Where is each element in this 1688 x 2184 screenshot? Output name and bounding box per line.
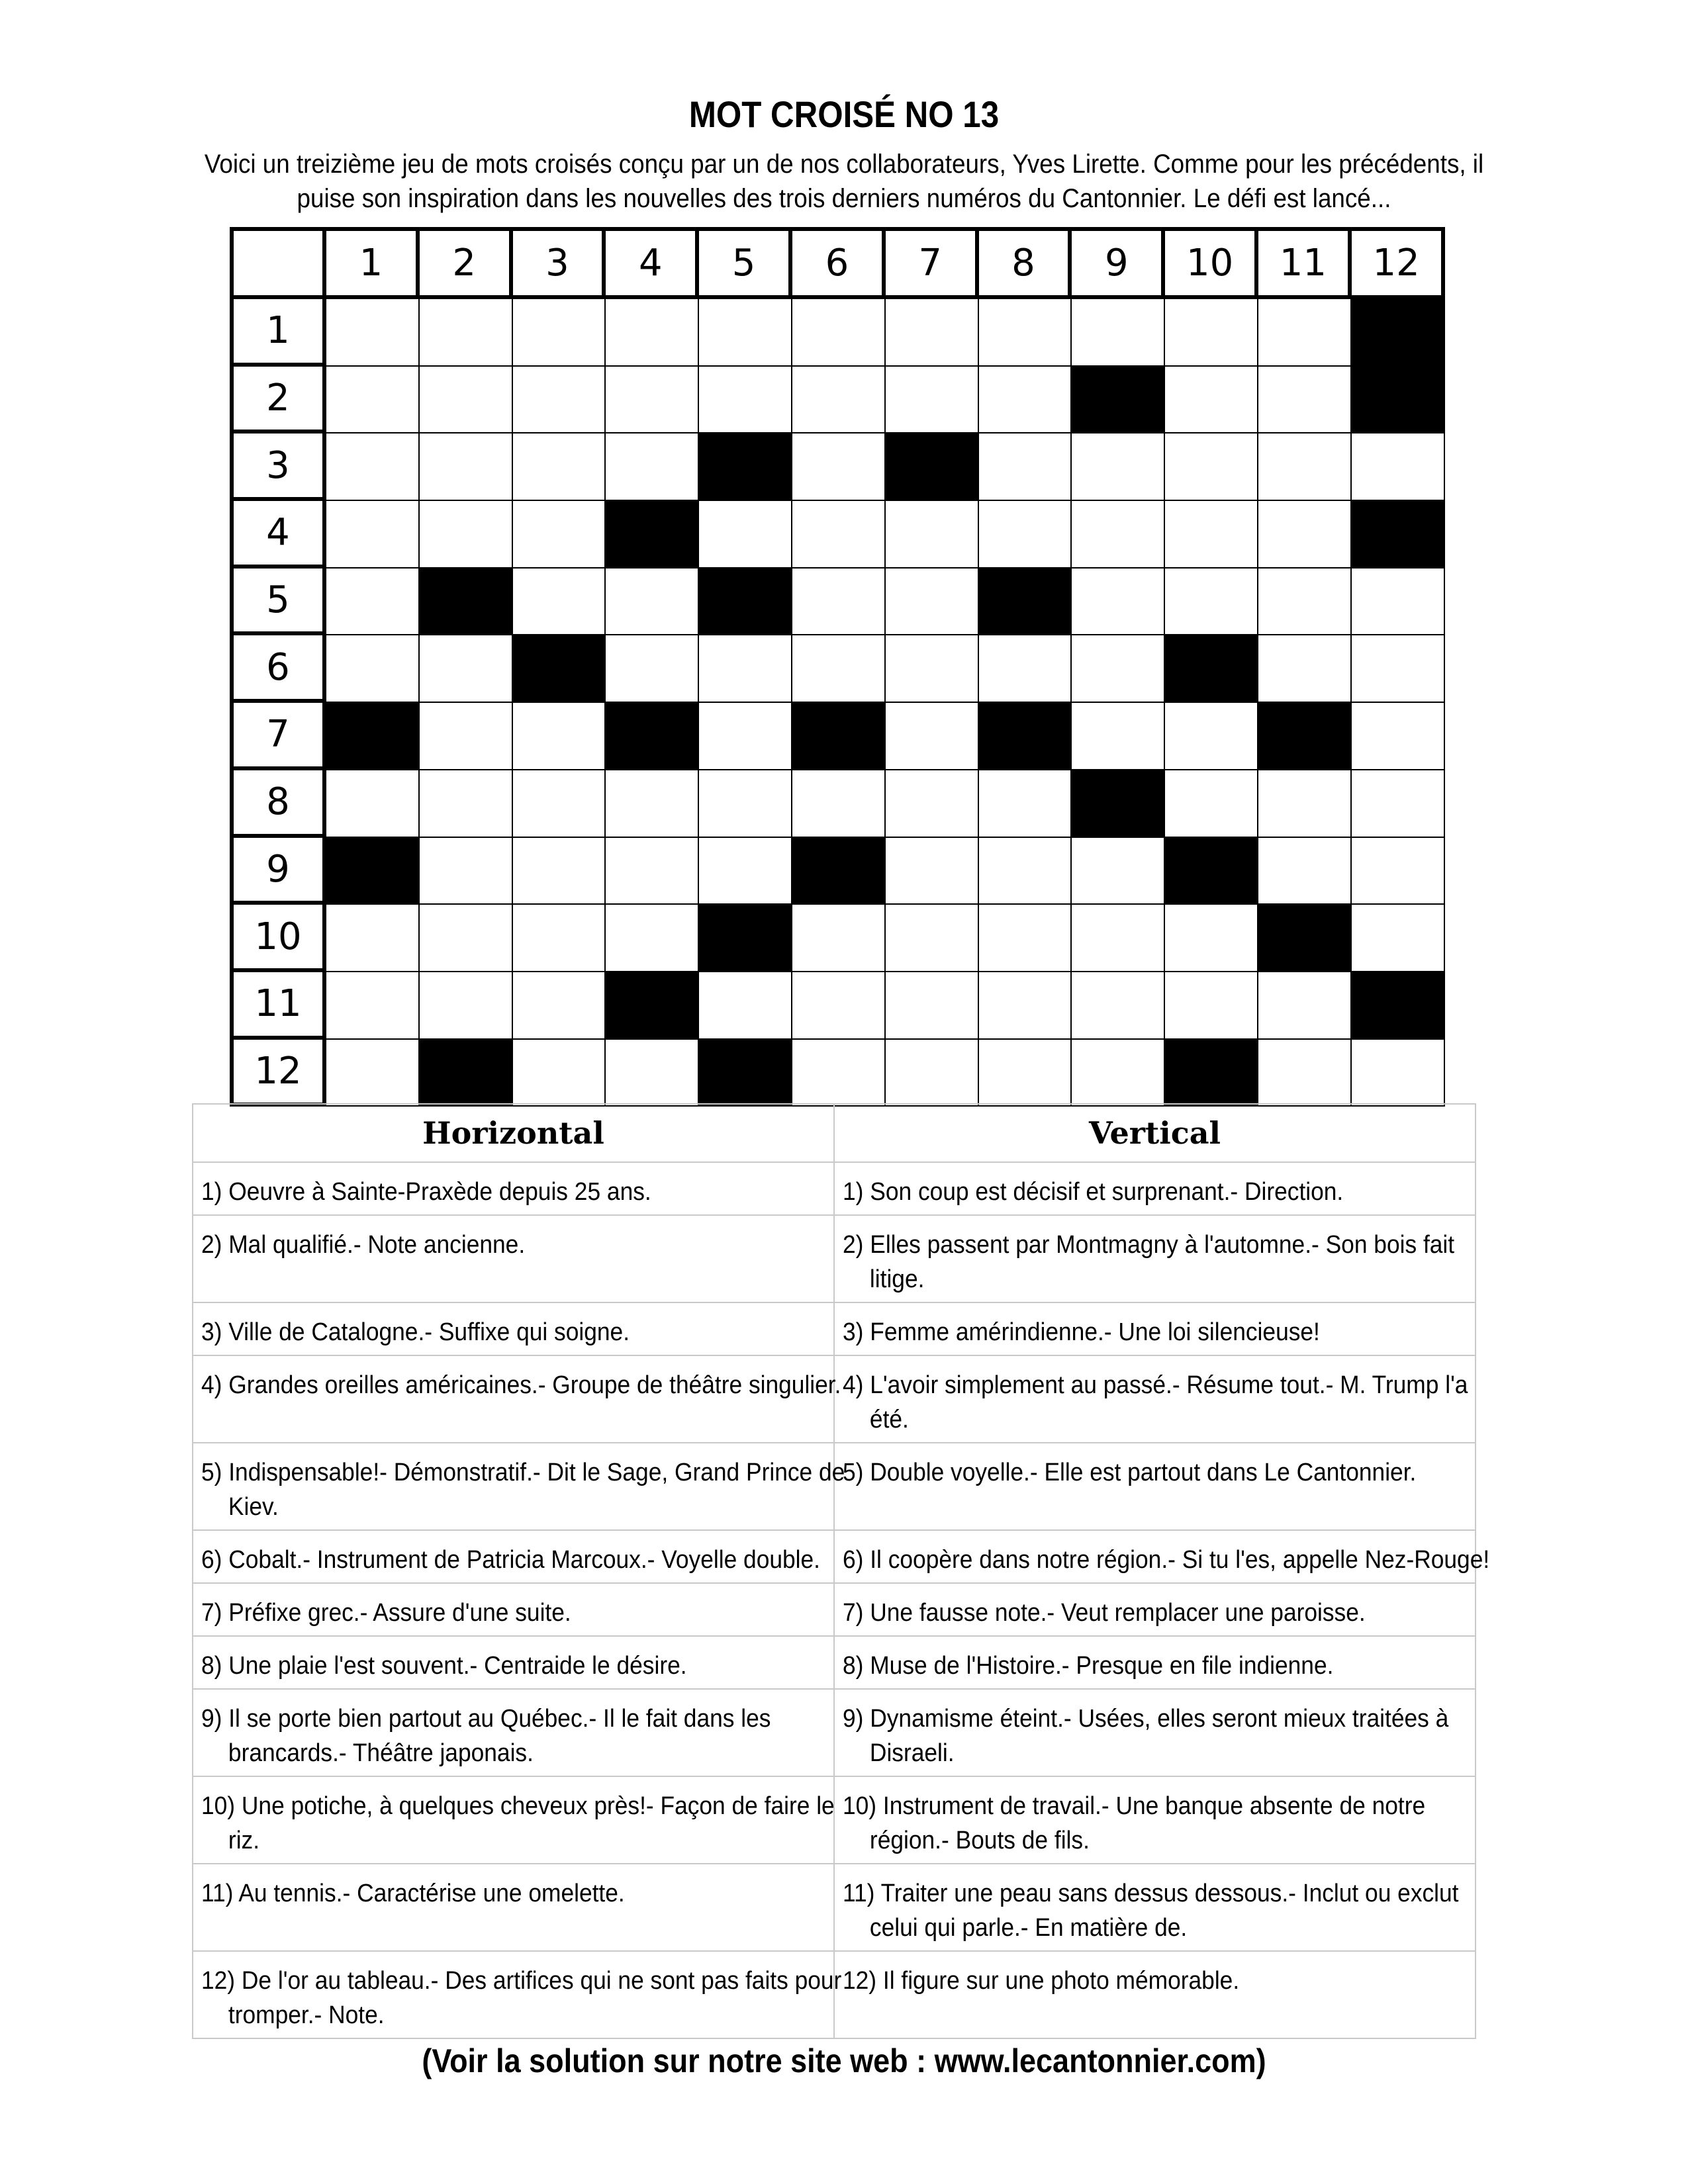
grid-cell[interactable] [1258, 299, 1352, 367]
grid-cell[interactable] [513, 703, 606, 770]
vertical-clue-text: 2) Elles passent par Montmagny à l'automne.- Son bois fait litige. [843, 1231, 1455, 1293]
row-header: 9 [234, 838, 326, 905]
grid-cell[interactable] [886, 703, 979, 770]
vertical-clue [834, 1583, 1476, 1636]
grid-cell[interactable] [886, 501, 979, 569]
black-cell [699, 905, 792, 972]
black-cell [1072, 770, 1165, 838]
grid-cell[interactable] [979, 433, 1072, 501]
black-cell [420, 1040, 513, 1107]
grid-cell[interactable] [1352, 433, 1445, 501]
row-header: 3 [234, 433, 326, 501]
grid-cell[interactable] [886, 1040, 979, 1107]
clue-row [193, 1636, 1476, 1689]
horizontal-clue [193, 1530, 834, 1583]
row-header: 8 [234, 770, 326, 838]
column-header: 3 [513, 231, 606, 299]
grid-cell[interactable] [420, 635, 513, 703]
grid-cell[interactable] [699, 972, 792, 1040]
grid-cell[interactable] [606, 838, 699, 905]
column-header: 12 [1352, 231, 1445, 299]
clue-row [193, 1355, 1476, 1443]
grid-cell[interactable] [1165, 569, 1258, 636]
grid-cell[interactable] [1258, 1040, 1352, 1107]
grid-cell[interactable] [1072, 972, 1165, 1040]
grid-cell[interactable] [699, 501, 792, 569]
grid-cell[interactable] [1165, 367, 1258, 434]
black-cell [979, 569, 1072, 636]
black-cell [699, 1040, 792, 1107]
horizontal-clue-text: 11) Au tennis.- Caractérise une omelette. [201, 1880, 625, 1907]
black-cell [792, 703, 886, 770]
vertical-clue [834, 1162, 1476, 1215]
black-cell [792, 838, 886, 905]
grid-cell[interactable] [1165, 501, 1258, 569]
grid-cell[interactable] [420, 770, 513, 838]
horizontal-clue [193, 1443, 845, 1530]
vertical-clue-text: 12) Il figure sur une photo mémorable. [843, 1967, 1240, 1995]
black-cell [513, 635, 606, 703]
column-header: 8 [979, 231, 1072, 299]
grid-cell[interactable] [979, 838, 1072, 905]
grid-cell[interactable] [513, 1040, 606, 1107]
vertical-clue-text: 1) Son coup est décisif et surprenant.- Direction. [843, 1178, 1344, 1206]
horizontal-clue-text: 5) Indispensable!- Démonstratif.- Dit le Sage, Grand Prince de Kiev. [201, 1459, 845, 1521]
column-header: 1 [326, 231, 420, 299]
row-header: 5 [234, 569, 326, 636]
horizontal-clue [193, 1162, 834, 1215]
grid-cell[interactable] [1352, 569, 1445, 636]
clue-row [193, 1689, 1476, 1776]
grid-cell[interactable] [699, 703, 792, 770]
grid-cell[interactable] [699, 770, 792, 838]
grid-cell[interactable] [326, 905, 420, 972]
grid-cell[interactable] [1352, 703, 1445, 770]
grid-cell[interactable] [1072, 569, 1165, 636]
grid-cell[interactable] [326, 367, 420, 434]
row-header: 2 [234, 367, 326, 434]
grid-cell[interactable] [513, 367, 606, 434]
grid-cell[interactable] [513, 770, 606, 838]
black-cell [420, 569, 513, 636]
grid-cell[interactable] [1165, 703, 1258, 770]
grid-cell[interactable] [420, 972, 513, 1040]
clue-row [193, 1951, 1476, 2038]
grid-cell[interactable] [1258, 838, 1352, 905]
clue-row [193, 1864, 1476, 1951]
clue-row [193, 1443, 1476, 1530]
grid-cell[interactable] [699, 635, 792, 703]
horizontal-clue [193, 1355, 841, 1443]
horizontal-clue-text: 3) Ville de Catalogne.- Suffixe qui soigne. [201, 1318, 630, 1346]
grid-cell[interactable] [606, 1040, 699, 1107]
grid-cell[interactable] [513, 905, 606, 972]
grid-cell[interactable] [792, 1040, 886, 1107]
grid-cell[interactable] [1352, 838, 1445, 905]
clues-table [192, 1103, 1490, 2039]
grid-cell[interactable] [326, 770, 420, 838]
horizontal-clue [193, 1636, 834, 1689]
grid-cell[interactable] [1072, 501, 1165, 569]
horizontal-clue-text: 4) Grandes oreilles américaines.- Groupe de théâtre singulier. [201, 1371, 841, 1399]
row-header: 1 [234, 299, 326, 367]
grid-cell[interactable] [606, 635, 699, 703]
black-cell [1165, 635, 1258, 703]
clue-row [193, 1530, 1476, 1583]
grid-cell[interactable] [1352, 770, 1445, 838]
column-header: 4 [606, 231, 699, 299]
horizontal-clue [193, 1689, 834, 1776]
grid-cell[interactable] [886, 770, 979, 838]
black-cell [1258, 905, 1352, 972]
vertical-clue [834, 1864, 1476, 1951]
vertical-clue-text: 11) Traiter une peau sans dessus dessous.- Inclut ou exclut celui qui parle.- En matière de. [843, 1880, 1459, 1942]
vertical-clue-text: 9) Dynamisme éteint.- Usées, elles seront mieux traitées à Disraeli. [843, 1705, 1449, 1767]
grid-cell[interactable] [1258, 501, 1352, 569]
grid-cell[interactable] [1072, 299, 1165, 367]
grid-cell[interactable] [513, 569, 606, 636]
grid-cell[interactable] [1258, 972, 1352, 1040]
grid-cell[interactable] [792, 972, 886, 1040]
horizontal-clue [193, 1302, 834, 1355]
row-header: 11 [234, 972, 326, 1040]
grid-cell[interactable] [513, 433, 606, 501]
grid-cell[interactable] [886, 838, 979, 905]
vertical-clue [834, 1355, 1476, 1443]
clue-row [193, 1302, 1476, 1355]
vertical-clue [834, 1302, 1476, 1355]
grid-cell[interactable] [792, 299, 886, 367]
grid-cell[interactable] [792, 569, 886, 636]
vertical-clue [834, 1215, 1476, 1302]
grid-cell[interactable] [1165, 299, 1258, 367]
grid-cell[interactable] [979, 972, 1072, 1040]
column-header: 9 [1072, 231, 1165, 299]
black-cell [1258, 703, 1352, 770]
grid-cell[interactable] [1072, 838, 1165, 905]
horizontal-clue-text: 7) Préfixe grec.- Assure d'une suite. [201, 1599, 571, 1627]
grid-cell[interactable] [792, 770, 886, 838]
vertical-clue [834, 1951, 1476, 2038]
black-cell [326, 838, 420, 905]
vertical-clue-text: 8) Muse de l'Histoire.- Presque en file indienne. [843, 1652, 1334, 1680]
grid-cell[interactable] [1072, 635, 1165, 703]
grid-cell[interactable] [513, 299, 606, 367]
grid-cell[interactable] [326, 972, 420, 1040]
horizontal-clue [193, 1215, 834, 1302]
black-cell [1165, 838, 1258, 905]
horizontal-clue [193, 1583, 834, 1636]
grid-cell[interactable] [420, 703, 513, 770]
black-cell [1072, 367, 1165, 434]
intro-text: Voici un treizième jeu de mots croisés conçu par un de nos collaborateurs, Yves Lirette. Comme pour les précédents, il puise son inspiration dans les nouvelles des trois derniers numéros du Cantonnier. Le défi est lancé... [204, 150, 1484, 213]
row-header: 4 [234, 501, 326, 569]
clue-row [193, 1776, 1476, 1864]
grid-cell[interactable] [1072, 905, 1165, 972]
crossword-grid [230, 227, 1445, 1107]
grid-cell[interactable] [979, 367, 1072, 434]
grid-cell[interactable] [606, 433, 699, 501]
horizontal-header: Horizontal [193, 1104, 834, 1162]
grid-cell[interactable] [792, 433, 886, 501]
black-cell [1352, 501, 1445, 569]
black-cell [1352, 972, 1445, 1040]
grid-cell[interactable] [420, 838, 513, 905]
column-header: 6 [792, 231, 886, 299]
grid-cell[interactable] [979, 770, 1072, 838]
grid-cell[interactable] [1072, 703, 1165, 770]
grid-cell[interactable] [606, 905, 699, 972]
vertical-clue-text: 4) L'avoir simplement au passé.- Résume tout.- M. Trump l'a été. [843, 1371, 1468, 1433]
grid-cell[interactable] [606, 299, 699, 367]
grid-cell[interactable] [1352, 1040, 1445, 1107]
grid-cell[interactable] [326, 569, 420, 636]
grid-cell[interactable] [792, 905, 886, 972]
clue-row [193, 1583, 1476, 1636]
grid-cell[interactable] [699, 367, 792, 434]
grid-cell[interactable] [886, 299, 979, 367]
grid-cell[interactable] [1165, 972, 1258, 1040]
grid-cell[interactable] [513, 501, 606, 569]
grid-cell[interactable] [326, 635, 420, 703]
black-cell [606, 501, 699, 569]
grid-cell[interactable] [1352, 905, 1445, 972]
grid-cell[interactable] [1258, 367, 1352, 434]
grid-cell[interactable] [886, 905, 979, 972]
vertical-clue [834, 1443, 1476, 1530]
column-header: 7 [886, 231, 979, 299]
grid-cell[interactable] [979, 1040, 1072, 1107]
black-cell [606, 972, 699, 1040]
grid-cell[interactable] [606, 367, 699, 434]
vertical-clue-text: 3) Femme amérindienne.- Une loi silencieuse! [843, 1318, 1320, 1346]
horizontal-clue [193, 1864, 834, 1951]
grid-cell[interactable] [1072, 433, 1165, 501]
black-cell [979, 703, 1072, 770]
vertical-clue-text: 5) Double voyelle.- Elle est partout dans Le Cantonnier. [843, 1459, 1417, 1486]
grid-cell[interactable] [1258, 569, 1352, 636]
black-cell [699, 433, 792, 501]
grid-cell[interactable] [606, 569, 699, 636]
page-title: MOT CROISÉ NO 13 [688, 93, 1000, 135]
grid-cell[interactable] [420, 905, 513, 972]
row-header: 12 [234, 1040, 326, 1107]
grid-cell[interactable] [1258, 635, 1352, 703]
grid-cell[interactable] [1165, 433, 1258, 501]
horizontal-clue-text: 12) De l'or au tableau.- Des artifices qui ne sont pas faits pour tromper.- Note. [201, 1967, 842, 2029]
column-header: 11 [1258, 231, 1352, 299]
horizontal-clue-text: 2) Mal qualifié.- Note ancienne. [201, 1231, 526, 1259]
black-cell [326, 703, 420, 770]
grid-cell[interactable] [886, 367, 979, 434]
black-cell [606, 703, 699, 770]
grid-cell[interactable] [979, 501, 1072, 569]
grid-cell[interactable] [326, 299, 420, 367]
horizontal-clue [193, 1776, 834, 1864]
grid-cell[interactable] [1165, 770, 1258, 838]
black-cell [699, 569, 792, 636]
grid-cell[interactable] [886, 972, 979, 1040]
row-header: 7 [234, 703, 326, 770]
grid-cell[interactable] [420, 433, 513, 501]
vertical-clue [834, 1636, 1476, 1689]
row-header: 6 [234, 635, 326, 703]
black-cell [1165, 1040, 1258, 1107]
vertical-clue [834, 1530, 1490, 1583]
horizontal-clue-text: 6) Cobalt.- Instrument de Patricia Marcoux.- Voyelle double. [201, 1546, 820, 1574]
grid-cell[interactable] [699, 838, 792, 905]
vertical-clue [834, 1776, 1476, 1864]
clue-row [193, 1215, 1476, 1302]
grid-cell[interactable] [420, 367, 513, 434]
grid-cell[interactable] [420, 299, 513, 367]
vertical-clue-text: 6) Il coopère dans notre région.- Si tu l'es, appelle Nez-Rouge! [843, 1546, 1490, 1574]
black-cell [1352, 299, 1445, 367]
grid-cell[interactable] [513, 972, 606, 1040]
footer-solution-note: (Voir la solution sur notre site web : www.lecantonnier.com) [422, 2042, 1266, 2079]
grid-cell[interactable] [979, 299, 1072, 367]
grid-cell[interactable] [792, 367, 886, 434]
column-header: 10 [1165, 231, 1258, 299]
horizontal-clue [193, 1951, 842, 2038]
grid-cell[interactable] [792, 635, 886, 703]
grid-cell[interactable] [1165, 905, 1258, 972]
grid-cell[interactable] [792, 501, 886, 569]
grid-cell[interactable] [886, 635, 979, 703]
grid-corner [234, 231, 326, 299]
grid-cell[interactable] [1072, 1040, 1165, 1107]
horizontal-clue-text: 10) Une potiche, à quelques cheveux près!- Façon de faire le riz. [201, 1792, 835, 1854]
grid-cell[interactable] [513, 838, 606, 905]
grid-cell[interactable] [699, 299, 792, 367]
grid-cell[interactable] [1352, 635, 1445, 703]
grid-cell[interactable] [420, 501, 513, 569]
vertical-clue-text: 10) Instrument de travail.- Une banque absente de notre région.- Bouts de fils. [843, 1792, 1426, 1854]
column-header: 5 [699, 231, 792, 299]
horizontal-clue-text: 9) Il se porte bien partout au Québec.- Il le fait dans les brancards.- Théâtre japonais. [201, 1705, 771, 1767]
grid-cell[interactable] [326, 501, 420, 569]
vertical-header: Vertical [834, 1104, 1476, 1162]
column-header: 2 [420, 231, 513, 299]
black-cell [1352, 367, 1445, 434]
grid-cell[interactable] [979, 905, 1072, 972]
black-cell [886, 433, 979, 501]
horizontal-clue-text: 1) Oeuvre à Sainte-Praxède depuis 25 ans. [201, 1178, 651, 1206]
row-header: 10 [234, 905, 326, 972]
grid-cell[interactable] [326, 1040, 420, 1107]
grid-cell[interactable] [1258, 433, 1352, 501]
grid-cell[interactable] [1258, 770, 1352, 838]
grid-cell[interactable] [886, 569, 979, 636]
clue-row [193, 1162, 1476, 1215]
grid-cell[interactable] [979, 635, 1072, 703]
horizontal-clue-text: 8) Une plaie l'est souvent.- Centraide le désire. [201, 1652, 687, 1680]
vertical-clue-text: 7) Une fausse note.- Veut remplacer une paroisse. [843, 1599, 1366, 1627]
vertical-clue [834, 1689, 1476, 1776]
grid-cell[interactable] [606, 770, 699, 838]
grid-cell[interactable] [326, 433, 420, 501]
